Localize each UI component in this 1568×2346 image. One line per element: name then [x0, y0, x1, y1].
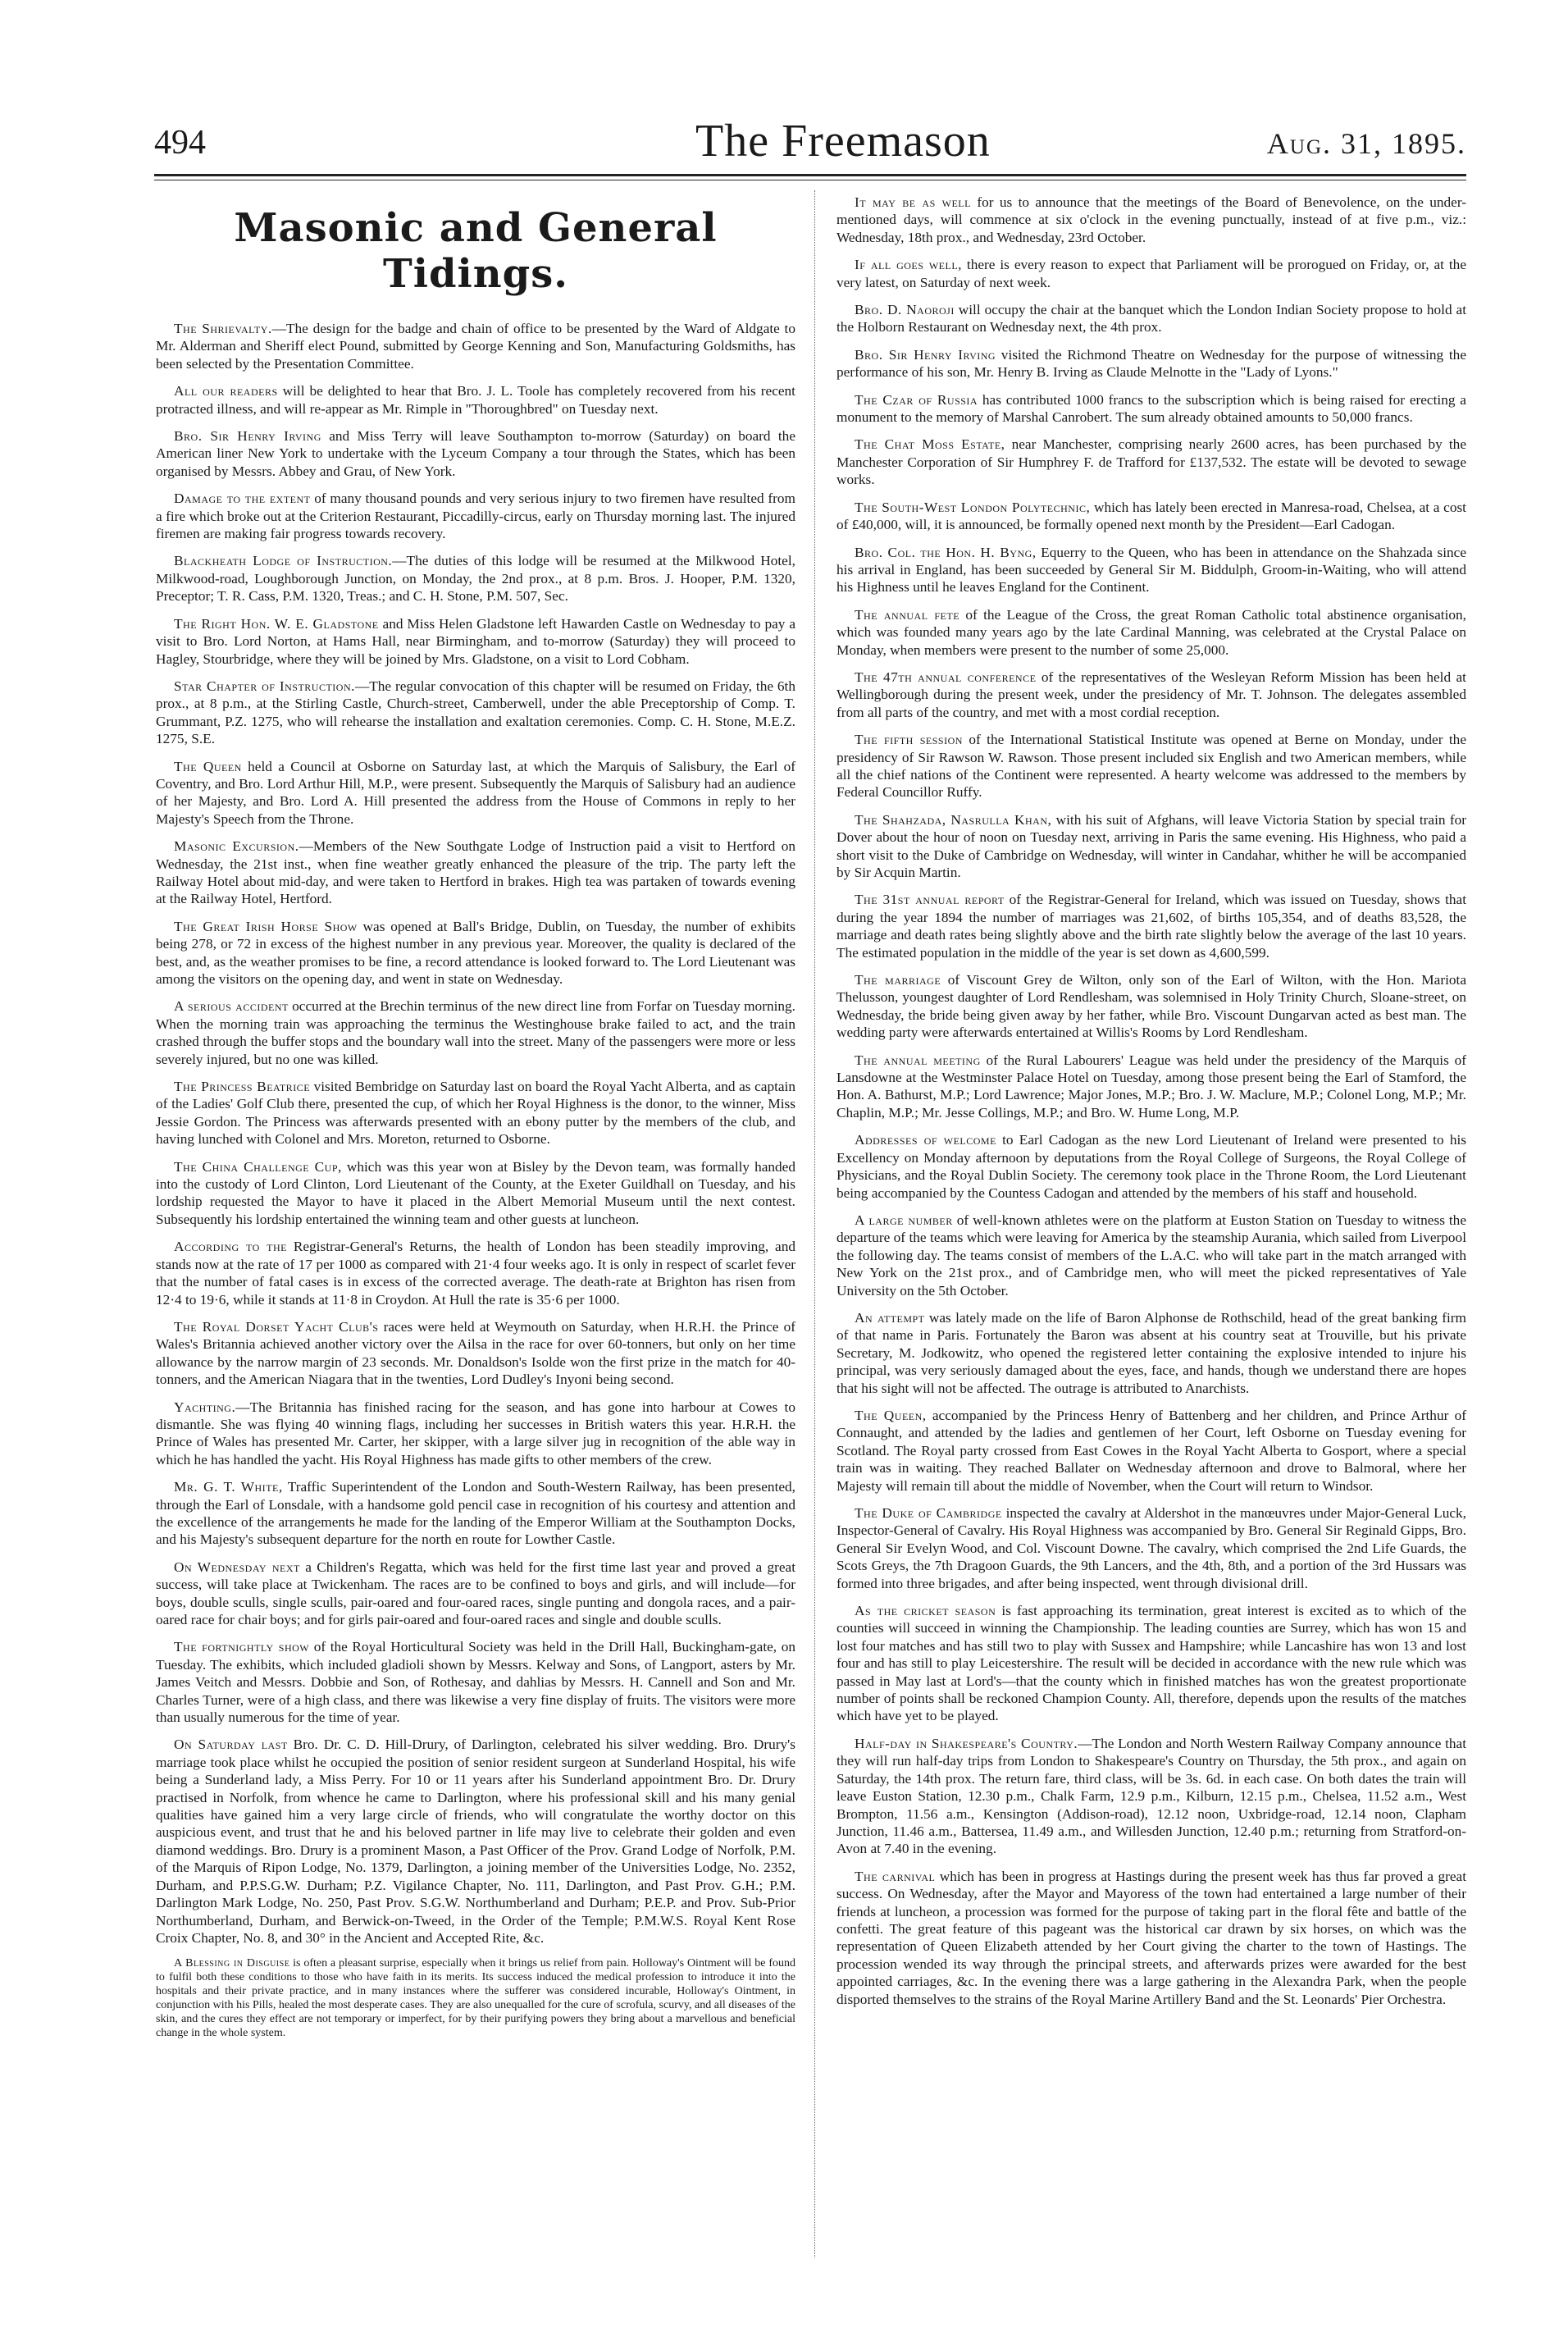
paragraph-lead: Mr. G. T. White,	[174, 1479, 283, 1495]
column-separator	[814, 190, 815, 2257]
issue-date: Aug. 31, 1895.	[1266, 127, 1466, 160]
paragraph-lead: All our readers	[174, 383, 278, 399]
news-paragraph	[156, 490, 795, 542]
paragraph-lead: A serious accident	[174, 998, 289, 1015]
paragraph-body: which has been in progress at Hastings during the present week has thus far proved a great success. On Wednesday, after the Mayor and Mayoress of the town had entertained a large number of their friends at luncheon, a procession was formed for the purpose of taking part in the floral fête and battle of the confetti. The great feature of this pageant was the historical car drawn by six horses, on which was the representation of Queen Elizabeth attended by her Court giving the charter to the town of Hastings. The procession wended its way through the principal streets, and afterwards prizes were awarded for the best appointed carriages, &c. In the evening there was a large gathering in the Alexandra Park, when the people disported themselves to the strains of the Royal Marine Artillery Band and the St. Leonards' Pier Orchestra.	[836, 1868, 1466, 2007]
paragraph-body: will occupy the chair at the banquet which the London Indian Society propose to hold at the Holborn Restaurant on Wednesday next, the 4th prox.	[836, 302, 1466, 335]
paragraph-body: of the representatives of the Wesleyan Reform Mission has been held at Wellingborough during the present week, under the presidency of Mr. T. Johnson. The delegates assembled from all parts of the country, and met with a most cordial reception.	[836, 669, 1466, 720]
paragraph-lead: The Great Irish Horse Show	[174, 918, 358, 934]
paragraph-lead: Bro. Col. the Hon. H. Byng,	[855, 544, 1037, 560]
paragraph-body: of the Registrar-General for Ireland, which was issued on Tuesday, shows that during the year 1894 the number of marriages was 21,602, of births 105,354, and of deaths 83,528, the marriage and death rates being slightly above and the birth rate slightly below the average of the last 10 years. The estimated population in the middle of the year is set down as 4,600,599.	[836, 892, 1467, 961]
paragraph-body: of many thousand pounds and very serious injury to two firemen have resulted from a fire which broke out at the Criterion Restaurant, Piccadilly-circus, early on Thursday morning last. The injured firemen are making fair progress towards recovery.	[156, 491, 795, 542]
paragraph-lead: The fortnightly show	[174, 1639, 310, 1655]
paragraph-body: of well-known athletes were on the platform at Euston Station on Tuesday to witness the departure of the teams which were leaving for America by the steamship Aurania, which sailed from Liverpool the following day. The teams consist of members of the L.A.C. who will take part in the match arranged with New York on the 21st prox., and of Cambridge men, who will meet the picked representatives of Yale University on the 5th October.	[836, 1212, 1466, 1299]
news-paragraph	[836, 811, 1466, 882]
section-heading: Masonic and General Tidings.	[234, 205, 718, 297]
page-number: 494	[154, 124, 206, 162]
paragraph-lead: A Blessing in Disguise	[174, 1957, 290, 1970]
paragraph-lead: The Shrievalty.	[174, 321, 272, 336]
news-paragraph	[156, 1399, 795, 1469]
left-column	[156, 205, 795, 2050]
paragraph-body: visited the Richmond Theatre on Wednesday for the purpose of witnessing the performance of his son, Mr. Henry B. Irving as Claude Melnotte in the "Lady of Lyons."	[836, 346, 1466, 381]
paragraph-lead: The China Challenge Cup,	[174, 1158, 342, 1175]
paragraph-body: inspected the cavalry at Aldershot in the manœuvres under Major-General Luck, Inspector-General of Cavalry. His Royal Highness was accompanied by Bro. General Sir Reginald Gipps, Bro. General Sir Evelyn Wood, and Col. Viscount Downe. The cavalry, which comprised the 2nd Life Guards, the Scots Greys, the 7th Dragoon Guards, the 9th Lancers, and the 4th, 8th, and a portion of the 3rd Hussars was formed into three brigades, and after being inspected, went through divisional drill.	[836, 1505, 1466, 1591]
news-paragraph	[836, 1602, 1466, 1725]
paragraph-body: races were held at Weymouth on Saturday, when H.R.H. the Prince of Wales's Britannia achieved another victory over the Ailsa in the race for over 60-tonners, but only on her time allowance by the narrow margin of 23 seconds. Mr. Donaldson's Isolde won the first prize in the match for 40-tonners, and the American Niagara that in the twenties, Lord Dudley's Inyoni being second.	[156, 1318, 795, 1388]
paragraph-body: —Members of the New Southgate Lodge of Instruction paid a visit to Hertford on Wednesday, the 21st inst., when fine weather greatly enhanced the pleasure of the trip. The party left the Railway Hotel about mid-day, and were taken to Hertford in brakes. High tea was partaken of towards evening at the Railway Hotel, Hertford.	[156, 838, 796, 907]
masthead	[154, 115, 1466, 167]
news-paragraph	[156, 838, 795, 908]
paragraph-lead: The annual meeting	[855, 1052, 981, 1068]
paragraph-body: of the Royal Horticultural Society was held in the Drill Hall, Buckingham-gate, on Tuesday. The exhibits, which included gladioli shown by Messrs. Kelway and Sons, of Langport, asters by Mr. James Veitch and Messrs. Dobbie and Son, of Rothesay, and dahlias by Messrs. H. Cannell and Son and Mr. Charles Turner, were of a high class, and there was likewise a very fine display of fruits. The visitors were more than usually numerous for the time of year.	[156, 1639, 795, 1726]
paragraph-lead: Yachting.	[174, 1399, 236, 1415]
news-paragraph	[836, 1309, 1466, 1397]
paragraph-lead: The Duke of Cambridge	[855, 1505, 1002, 1521]
news-paragraph	[156, 678, 795, 748]
news-paragraph	[156, 918, 795, 988]
news-paragraph	[156, 1238, 795, 1308]
news-paragraph	[156, 1638, 795, 1726]
news-paragraph	[836, 301, 1466, 336]
paragraph-body: will be delighted to hear that Bro. J. L. Toole has completely recovered from his recent protracted illness, and will re-appear as Mr. Rimple in "Thoroughbred" on Tuesday next.	[156, 383, 795, 417]
paragraph-body: accompanied by the Princess Henry of Battenberg and her children, and Prince Arthur of Connaught, and attended by the ladies and gentlemen of her Court, left Osborne on Tuesday evening for Scotland. The Royal party crossed from East Cowes in the Royal Yacht Alberta to Gosport, where a special train was in waiting. They reached Ballater on Wednesday afternoon and drove to Balmoral, where her Majesty will remain till about the middle of November, when the Court will return to Windsor.	[836, 1407, 1466, 1494]
paragraph-lead: A large number	[855, 1212, 953, 1228]
paragraph-lead: On Saturday last	[174, 1737, 288, 1753]
paragraph-lead: Damage to the extent	[174, 491, 311, 507]
news-paragraph	[836, 391, 1466, 427]
paragraph-lead: The South-West London Polytechnic,	[855, 499, 1091, 515]
news-paragraph	[156, 1078, 795, 1148]
paragraph-lead: It may be as well	[855, 194, 971, 210]
news-paragraph	[156, 1478, 795, 1549]
paragraph-body: Bro. Dr. C. D. Hill-Drury, of Darlington, celebrated his silver wedding. Bro. Drury's marriage took place whilst he occupied the position of senior resident surgeon at Sunderland Hospital, his wife being a Sunderland lady, a Miss Perry. For 10 or 11 years after his Sunderland appointment Bro. Dr. Drury practised in Norfolk, from whence he came to Darlington, where his professional skill and his many genial qualities have gained him a very large circle of friends, who will congratulate the worthy doctor on this auspicious event, and trust that he and his beloved partner in life may live to celebrate their golden and even diamond weddings. Bro. Drury is a prominent Mason, a Past Officer of the Prov. Grand Lodge of Norfolk, P.M. of the Marquis of Ripon Lodge, No. 1379, Darlington, a joining member of the Universities Lodge, No. 2352, Durham, and P.P.S.G.W. Durham; P.Z. Vigilance Chapter, No. 111, Darlington, and Past Prov. G.H.; P.M. Darlington Mark Lodge, No. 250, Past Prov. S.G.W. Northumberland and Durham; P.E.P. and Prov. Sub-Prior Northumberland, Durham, and Berwick-on-Tweed, in the Order of the Temple; P.M.W.S. Royal Kent Rose Croix Chapter, No. 8, and 30° in the Ancient and Accepted Rite, &c.	[156, 1737, 795, 1946]
paragraph-lead: According to the	[174, 1239, 287, 1255]
paragraph-body: is often a pleasant surprise, especially when it brings us relief from pain. Holloway's Ointment will be found to fulfil both these conditions to those who have faith in its merits. Its success induced the medical profession to introduce it into the hospitals and their private practice, and in many instances where the sufferer was considered incurable, Holloway's Ointment, in conjunction with his Pills, healed the most desperate cases. They are also unequalled for the cure of scrofula, scurvy, and all diseases of the skin, and the cures they effect are not temporary or imperfect, for by their purifying powers they bring about a marvellous and beneficial change in the whole system.	[156, 1957, 795, 2040]
paragraph-body: has contributed 1000 francs to the subscription which is being raised for erecting a monument to the memory of Marshal Canrobert. The sum already obtained amounts to 50,000 francs.	[836, 391, 1466, 426]
paragraph-body: with his suit of Afghans, will leave Victoria Station by special train for Dover about the hour of noon on Tuesday next, arriving in Paris the same evening. His Highness, who paid a short visit to the Duke of Cambridge on Wednesday, will winter in Candahar, whither he will be accompanied by Sir Acquin Martin.	[836, 811, 1466, 880]
paragraph-body: Traffic Superintendent of the London and South-Western Railway, has been presented, through the Earl of Lonsdale, with a handsome gold pencil case in recognition of his courtesy and attention and the excellence of the arrangements he made for the landing of the Emperor William at the Southampton Docks, and his Majesty's subsequent departure for the north en route for Lowther Castle.	[156, 1479, 796, 1548]
news-paragraph	[836, 971, 1466, 1042]
news-paragraph	[836, 346, 1466, 381]
news-paragraph	[836, 731, 1466, 801]
news-paragraph	[836, 1131, 1466, 1202]
paragraph-body: of the League of the Cross, the great Roman Catholic total abstinence organisation, which was founded many years ago by the late Cardinal Manning, was celebrated at the Crystal Palace on Monday, when members were present to the number of some 25,000.	[836, 606, 1466, 658]
news-paragraph	[156, 615, 795, 668]
paragraph-lead: The Queen,	[855, 1407, 927, 1423]
paragraph-body: is fast approaching its termination, great interest is excited as to which of the counties will succeed in winning the Championship. The leading counties are Surrey, which has won 15 and lost four matches and has still two to play with Sussex and Hampshire; while Lancashire has won 13 and lost four and has still to play Leicestershire. The result will be decided in accordance with the new rule which was passed in May last at Lord's—that the county which in finished matches has won the greatest proportionate number of points shall be reckoned Champion County. All, therefore, depends upon the results of the matches which have yet to be played.	[836, 1603, 1467, 1724]
news-paragraph	[156, 997, 795, 1068]
news-paragraph	[156, 1158, 795, 1229]
news-paragraph	[836, 1212, 1466, 1299]
paragraph-lead: The Royal Dorset Yacht Club's	[174, 1318, 379, 1335]
news-paragraph	[836, 606, 1466, 659]
paragraph-lead: The Princess Beatrice	[174, 1079, 311, 1095]
paragraph-lead: The 31st annual report	[855, 892, 1005, 908]
news-paragraph	[156, 427, 795, 480]
news-paragraph	[156, 1318, 795, 1389]
paragraph-body: occurred at the Brechin terminus of the new direct line from Forfar on Tuesday morning. When the morning train was approaching the terminus the Westinghouse brake failed to act, and the train crashed through the buffer stops and the boundary wall into the street. Many of the passengers were more or less severely injured, but no one was killed.	[156, 998, 795, 1067]
news-paragraph	[156, 1736, 795, 1947]
paragraph-body: to Earl Cadogan as the new Lord Lieutenant of Ireland were presented to his Excellency on Monday afternoon by deputations from the Royal College of Surgeons, the Royal College of Physicians, and the Royal Dublin Society. The ceremony took place in the Throne Room, the Lord Lieutenant being accompanied by the Countess Cadogan and attended by the members of his staff and household.	[836, 1132, 1466, 1201]
header-rule-thick	[154, 174, 1466, 176]
paragraph-body: was lately made on the life of Baron Alphonse de Rothschild, head of the great banking firm of that name in Paris. Fortunately the Baron was absent at his country seat at Trouville, but his private Secretary, M. Jodkowitz, who opened the registered letter containing the explosive intended to injure his principal, was very seriously damaged about the eyes, face, and hands, though we understand there are hopes that his sight will not be affected. The outrage is attributed to Anarchists.	[836, 1309, 1467, 1396]
paragraph-lead: If all goes well,	[855, 257, 962, 273]
paragraph-lead: The Shahzada, Nasrulla Khan,	[855, 811, 1052, 828]
paragraph-body: of Viscount Grey de Wilton, only son of the Earl of Wilton, with the Hon. Mariota Thelusson, youngest daughter of Lord Rendlesham, was solemnised in Holy Trinity Church, Sloane-street, on Wednesday, the bride being given away by her father, while Bro. Viscount Dungarvan acted as best man. The wedding party were afterwards entertained at Willis's Rooms by Lord Rendlesham.	[836, 972, 1466, 1041]
news-paragraph	[836, 544, 1466, 596]
news-paragraph	[836, 1407, 1466, 1495]
paragraph-body: which was this year won at Bisley by the Devon team, was formally handed into the custody of Lord Clinton, Lord Lieutenant of the County, at the Exeter Guildhall on Tuesday, and his lordship requested the Mayor to have it placed in the Albert Memorial Museum until the next contest. Subsequently his lordship entertained the winning team and other guests at luncheon.	[156, 1158, 795, 1227]
news-paragraph	[836, 436, 1466, 488]
paragraph-lead: The annual fete	[855, 606, 960, 623]
news-paragraph	[156, 320, 795, 372]
news-paragraph	[836, 1735, 1466, 1858]
paragraph-body: visited Bembridge on Saturday last on board the Royal Yacht Alberta, and as captain of the Ladies' Golf Club there, presented the cup, of which her Royal Highness is the donor, to the winner, Miss Jessie Gordon. The Princess was afterwards presented with an ebony putter by the members of the club, and having lunched with Colonel and Mrs. Moreton, returned to Osborne.	[156, 1079, 795, 1148]
paragraph-body: Registrar-General's Returns, the health of London has been steadily improving, and stands now at the rate of 17 per 1000 as compared with 21·4 four weeks ago. It is only in respect of scarlet fever that the number of fatal cases is in excess of the corrected average. The death-rate at Brighton has risen from 12·4 to 19·6, while it stands at 11·8 in Croydon. At Hull the rate is 35·6 per 1000.	[156, 1239, 795, 1308]
paragraph-body: —The London and North Western Railway Company announce that they will run half-day trips from London to Shakespeare's Country on Thursday, the 5th prox., and again on Saturday, the 14th prox. The return fare, third class, will be 3s. 6d. in each case. On both dates the train will leave Euston Station, 12.30 p.m., Chalk Farm, 12.9 p.m., Kilburn, 12.15 p.m., Chelsea, 11.52 a.m., West Brompton, 11.56 a.m., Kensington (Addison-road), 12.12 noon, Uxbridge-road, 12.14 noon, Clapham Junction, 11.46 a.m., Battersea, 11.49 a.m., and Willesden Junction, 12.40 p.m.; returning from Stratford-on-Avon at 7.40 in the evening.	[836, 1735, 1466, 1857]
paragraph-lead: Star Chapter of Instruction.	[174, 678, 355, 694]
paragraph-body: was opened at Ball's Bridge, Dublin, on Tuesday, the number of exhibits being 278, or 72 in excess of the highest number in any previous year. Moreover, the quality is declared of the best, and, as the weather promises to be fine, a record attendance is looked forward to. The Lord Lieutenant was among the visitors on the opening day, and went in state on Wednesday.	[156, 918, 795, 987]
news-paragraph	[156, 552, 795, 605]
paragraph-lead: The 47th annual conference	[855, 669, 1037, 685]
paragraph-lead: Blackheath Lodge of Instruction.	[174, 553, 393, 569]
news-paragraph	[156, 1956, 795, 2040]
paragraph-body: there is every reason to expect that Parliament will be prorogued on Friday, or, at the very latest, on Saturday of next week.	[836, 257, 1466, 290]
paragraph-lead: An attempt	[855, 1309, 925, 1326]
paragraph-lead: The Right Hon. W. E. Gladstone	[174, 615, 379, 632]
paragraph-lead: As the cricket season	[855, 1603, 996, 1619]
paragraph-body: —The design for the badge and chain of office to be presented by the Ward of Aldgate to Mr. Alderman and Sheriff elect Pound, submitted by George Kenning and Son, Manufacturing Goldsmiths, has been selected by the Presentation Committee.	[156, 321, 795, 372]
paragraph-body: and Miss Helen Gladstone left Hawarden Castle on Wednesday to pay a visit to Bro. Lord Norton, at Hams Hall, near Birmingham, and to-morrow (Saturday) they will proceed to Hagley, Stourbridge, where they will be joined by Mrs. Gladstone, on a visit to Lord Cobham.	[156, 615, 795, 667]
paragraph-lead: The fifth session	[855, 732, 963, 748]
news-paragraph	[836, 1052, 1466, 1122]
paragraph-body: —The Britannia has finished racing for the season, and has gone into harbour at Cowes to dismantle. She was flying 40 winning flags, including her successes in British waters this year. H.R.H. the Prince of Wales has presented Mr. Carter, her skipper, with a large silver jug in recognition of the able way in which he has handled the yacht. His Royal Highness has made gifts to other members of the crew.	[156, 1399, 795, 1467]
paragraph-body: which has lately been erected in Manresa-road, Chelsea, at a cost of £40,000, will, it is announced, be formally opened next month by the President—Earl Cadogan.	[836, 499, 1466, 533]
paragraph-body: Equerry to the Queen, who has been in attendance on the Shahzada since his arrival in England, has been succeeded by General Sir M. Biddulph, Groom-in-Waiting, who will attend his Highness until he leaves England for the Continent.	[836, 544, 1466, 596]
news-paragraph	[836, 194, 1466, 246]
news-paragraph	[156, 758, 795, 828]
paragraph-lead: Bro. D. Naoroji	[855, 302, 955, 318]
paragraph-body: —The regular convocation of this chapter will be resumed on Friday, the 6th prox., at 8 p.m., at the Stirling Castle, Church-street, Camberwell, under the able Preceptorship of Comp. T. Grummant, P.Z. 1275, who will rehearse the installation and exaltation ceremonies. Comp. C. H. Stone, M.E.Z. 1275, S.E.	[156, 678, 795, 747]
news-paragraph	[156, 382, 795, 418]
paragraph-body: and Miss Terry will leave Southampton to-morrow (Saturday) on board the American liner New York to undertake with the Lyceum Company a tour through the States, which has been organised by Messrs. Abbey and Grau, of New York.	[156, 428, 795, 479]
paragraph-lead: On Wednesday next	[174, 1559, 300, 1575]
paragraph-lead: The Chat Moss Estate,	[855, 436, 1005, 453]
paragraph-body: near Manchester, comprising nearly 2600 acres, has been purchased by the Manchester Corporation of Sir Humphrey F. de Trafford for £137,532. The estate will be devoted to sewage works.	[836, 436, 1466, 488]
paragraph-lead: Half-day in Shakespeare's Country.	[855, 1735, 1078, 1751]
paragraph-lead: The Queen	[174, 758, 242, 774]
news-paragraph	[836, 669, 1466, 721]
news-paragraph	[836, 499, 1466, 534]
right-column	[836, 194, 1466, 2018]
paragraph-body: held a Council at Osborne on Saturday last, at which the Marquis of Salisbury, the Earl of Coventry, and Bro. Lord Arthur Hill, M.P., were present. Subsequently the Marquis of Salisbury had an audience of her Majesty, and Bro. Lord A. Hill presented the address from the House of Commons in reply to her Majesty's Speech from the Throne.	[156, 758, 795, 827]
paragraph-lead: Bro. Sir Henry Irving	[174, 428, 321, 445]
news-paragraph	[836, 1504, 1466, 1592]
paragraph-body: for us to announce that the meetings of the Board of Benevolence, on the under-mentioned days, will commence at six o'clock in the evening punctually, instead of at five p.m., viz.: Wednesday, 18th prox., and Wednesday, 23rd October.	[836, 194, 1466, 245]
news-paragraph	[836, 1868, 1466, 2008]
newspaper-title: The Freemason	[695, 116, 991, 167]
paragraph-body: of the International Statistical Institute was opened at Berne on Monday, under the presidency of Sir Rawson W. Rawson. Those present included six English and two American members, while all the chief nations of the Continent were represented. A hearty welcome was addressed to the members by Federal Councillor Ruffy.	[836, 732, 1466, 801]
news-paragraph	[836, 891, 1466, 961]
paragraph-body: of the Rural Labourers' League was held under the presidency of the Marquis of Lansdowne at the Westminster Palace Hotel on Tuesday, among those present being the Earl of Stamford, the Hon. A. Bathurst, M.P.; Lord Lawrence; Major Jones, M.P.; Bro. J. W. Maclure, M.P.; Colonel Long, M.P.; Mr. Chaplin, M.P.; Mr. Jesse Collings, M.P.; and Bro. W. Hume Long, M.P.	[836, 1052, 1467, 1121]
paragraph-body: a Children's Regatta, which was held for the first time last year and proved a great success, will take place at Twickenham. The races are to be confined to boys and girls, and will include—for boys, double sculls, single sculls, pair-oared and four-oared races, single punting and dongola races, and a pair-oared race for chair boys; and for girls pair-oared and four-oared races and single and double sculls.	[156, 1559, 795, 1627]
paragraph-lead: The marriage	[855, 972, 941, 988]
news-paragraph	[836, 256, 1466, 291]
news-paragraph	[156, 1559, 795, 1629]
paragraph-lead: The carnival	[855, 1868, 936, 1884]
paragraph-lead: Addresses of welcome	[855, 1132, 996, 1148]
paragraph-body: —The duties of this lodge will be resumed at the Milkwood Hotel, Milkwood-road, Loughborough Junction, on Monday, the 2nd prox., at 8 p.m. Bros. J. Hooper, P.M. 1320, Preceptor; T. R. Cass, P.M. 1320, Treas.; and C. H. Stone, P.M. 507, Sec.	[156, 553, 795, 605]
paragraph-lead: Bro. Sir Henry Irving	[855, 346, 996, 363]
paragraph-lead: Masonic Excursion.	[174, 838, 299, 855]
paragraph-lead: The Czar of Russia	[855, 391, 978, 408]
